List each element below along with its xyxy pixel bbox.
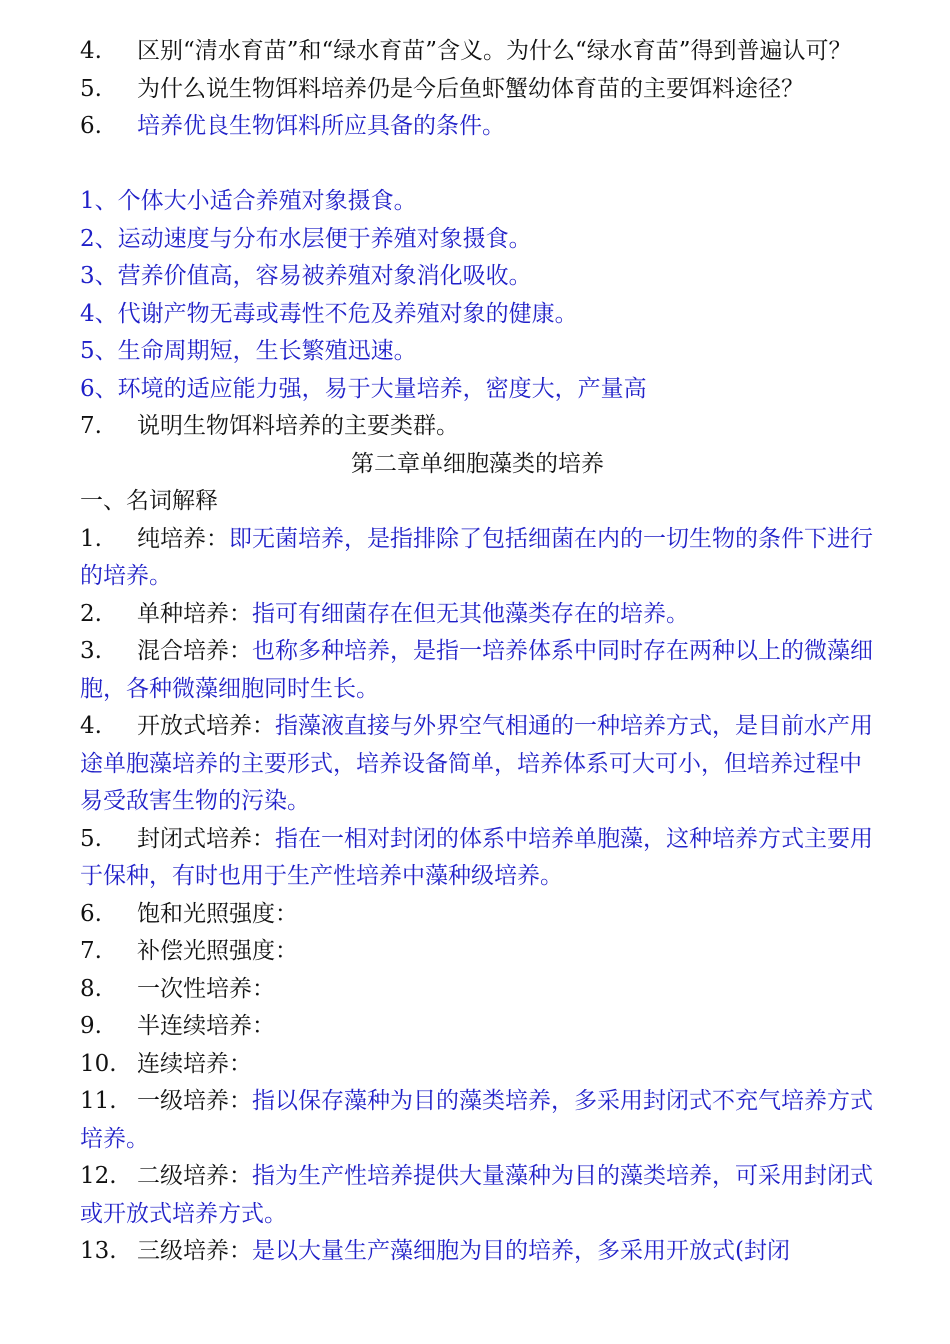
term-item [80, 1233, 875, 1271]
term-item [80, 971, 875, 1009]
term-name: 混合培养： [137, 638, 252, 664]
term-item [80, 708, 875, 821]
term-number: 11. [80, 1088, 117, 1114]
document-page [80, 33, 875, 1271]
term-item [80, 1083, 875, 1158]
term-definition: 即无菌培养，是指排除了包括细菌在内的一切生物的条件下进行的培养。 [80, 525, 873, 589]
term-name: 一级培养： [137, 1088, 252, 1114]
question-number: 6. [80, 113, 102, 139]
question-number: 4. [80, 38, 102, 64]
chapter-title: 第二章单细胞藻类的培养 [351, 450, 604, 477]
term-number: 10. [80, 1050, 117, 1077]
term-number: 6. [80, 900, 102, 927]
term-item [80, 1008, 875, 1046]
term-number: 4. [80, 713, 102, 739]
term-name: 二级培养： [137, 1163, 252, 1189]
blank-line [80, 146, 875, 184]
question-item [80, 108, 875, 146]
term-definition: 指在一相对封闭的体系中培养单胞藻，这种培养方式主要用于保种，有时也用于生产性培养中藻种级培养。 [80, 825, 873, 889]
term-definition: 指可有细菌存在但无其他藻类存在的培养。 [252, 600, 689, 627]
term-name: 一次性培养： [137, 975, 275, 1002]
term-item [80, 896, 875, 934]
term-item [80, 933, 875, 971]
condition-item: 3、营养价值高，容易被养殖对象消化吸收。 [80, 263, 532, 289]
term-item [80, 596, 875, 634]
term-name: 补偿光照强度： [137, 938, 298, 964]
term-number: 2. [80, 600, 102, 627]
question-item [80, 71, 875, 109]
term-number: 5. [80, 825, 102, 852]
question-text: 说明生物饵料培养的主要类群。 [137, 413, 459, 439]
question-text: 培养优良生物饵料所应具备的条件。 [137, 113, 505, 139]
condition-item: 2、运动速度与分布水层便于养殖对象摄食。 [80, 225, 532, 252]
term-name: 三级培养： [137, 1238, 252, 1264]
term-name: 饱和光照强度： [137, 900, 298, 927]
question-item [80, 33, 875, 71]
question-item [80, 408, 875, 446]
term-item [80, 1046, 875, 1084]
term-number: 9. [80, 1013, 102, 1039]
term-number: 3. [80, 638, 102, 664]
condition-item: 1、个体大小适合养殖对象摄食。 [80, 188, 417, 214]
term-item [80, 1158, 875, 1233]
term-item [80, 633, 875, 708]
term-name: 连续培养： [137, 1050, 252, 1077]
term-number: 13. [80, 1238, 117, 1264]
term-definition: 指以保存藻种为目的藻类培养，多采用封闭式不充气培养方式培养。 [80, 1088, 873, 1152]
condition-item: 6、环境的适应能力强，易于大量培养，密度大，产量高 [80, 375, 647, 402]
term-name: 纯培养： [137, 525, 229, 552]
question-number: 7. [80, 413, 102, 439]
condition-item: 5、生命周期短，生长繁殖迅速。 [80, 338, 417, 364]
term-item [80, 521, 875, 596]
question-number: 5. [80, 75, 102, 102]
term-number: 1. [80, 525, 102, 552]
section-title: 一、名词解释 [80, 488, 218, 514]
condition-item: 4、代谢产物无毒或毒性不危及养殖对象的健康。 [80, 300, 578, 327]
term-number: 8. [80, 975, 102, 1002]
question-text: 区别“清水育苗”和“绿水育苗”含义。为什么“绿水育苗”得到普遍认可？ [137, 38, 852, 64]
term-item [80, 821, 875, 896]
term-number: 7. [80, 938, 102, 964]
term-definition: 指藻液直接与外界空气相通的一种培养方式，是目前水产用途单胞藻培养的主要形式，培养设备简单，培养体系可大可小，但培养过程中易受敌害生物的污染。 [80, 713, 873, 814]
term-definition: 也称多种培养，是指一培养体系中同时存在两种以上的微藻细胞，各种微藻细胞同时生长。 [80, 638, 873, 702]
term-name: 半连续培养： [137, 1013, 275, 1039]
term-number: 12. [80, 1163, 117, 1189]
term-name: 单种培养： [137, 600, 252, 627]
term-definition: 指为生产性培养提供大量藻种为目的藻类培养，可采用封闭式或开放式培养方式。 [80, 1163, 873, 1227]
term-name: 封闭式培养： [137, 825, 275, 852]
question-text: 为什么说生物饵料培养仍是今后鱼虾蟹幼体育苗的主要饵料途径？ [137, 75, 804, 102]
term-name: 开放式培养： [137, 713, 275, 739]
term-definition: 是以大量生产藻细胞为目的培养，多采用开放式(封闭 [252, 1238, 790, 1264]
